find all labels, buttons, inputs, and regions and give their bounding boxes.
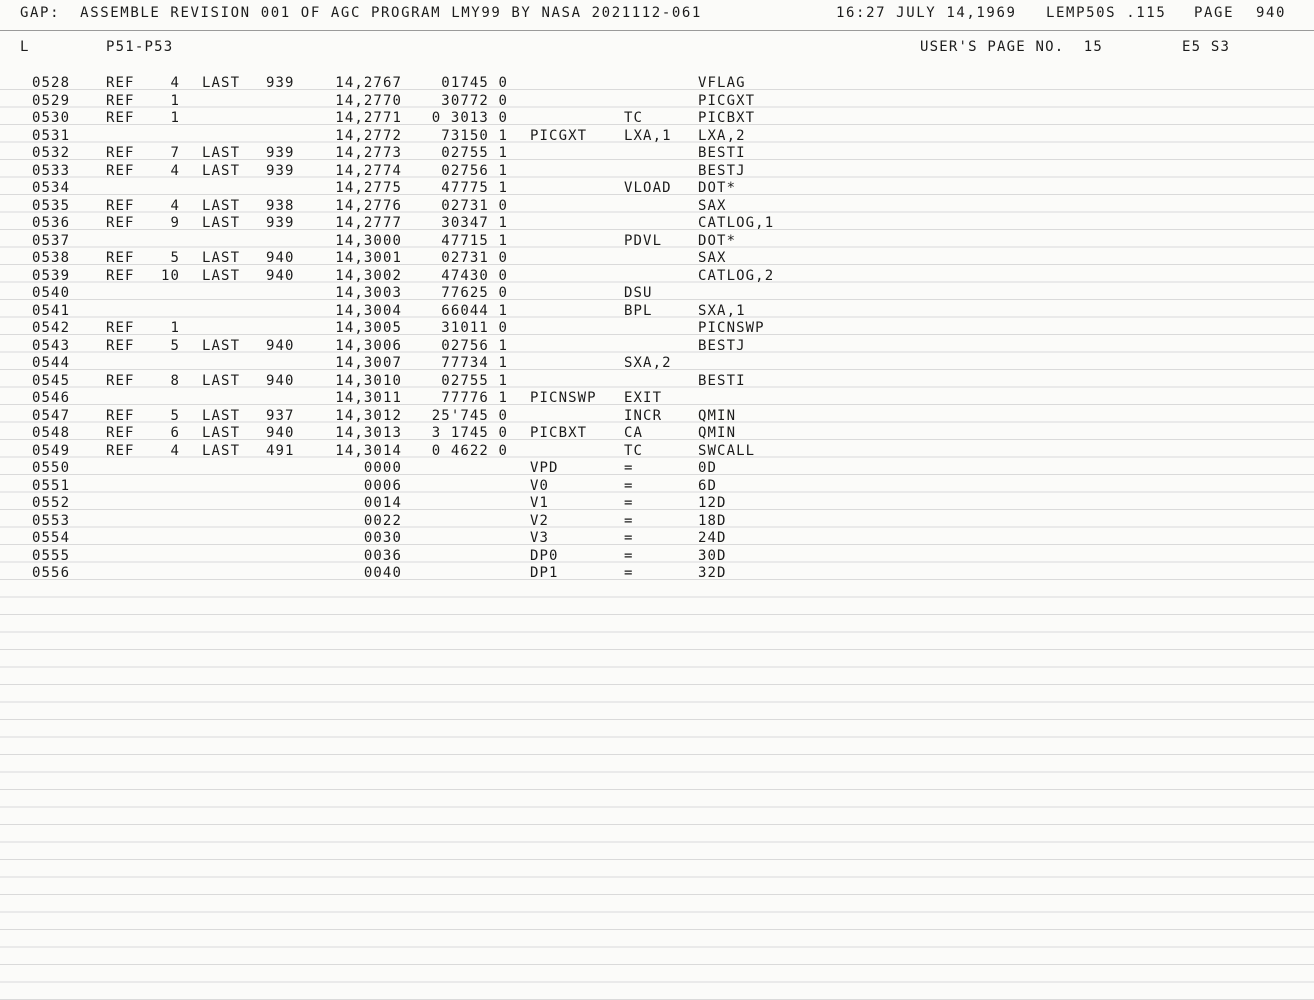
listing-op: = xyxy=(624,547,634,564)
listing-addr: 14,3005 xyxy=(335,320,402,336)
listing-code: 02731 0 xyxy=(441,250,508,266)
listing-n: 4 xyxy=(170,75,180,91)
listing-line: 0547 xyxy=(32,407,71,424)
listing-addr: 14,3014 xyxy=(335,442,402,459)
listing-op: TC xyxy=(624,110,644,126)
listing-line: 0541 xyxy=(32,302,71,319)
listing-addr: 14,2774 xyxy=(335,162,402,179)
listing-page: 940 xyxy=(266,337,295,354)
listing-code: 0 4622 0 xyxy=(431,442,508,459)
listing-row xyxy=(0,198,1314,215)
listing-operand: BESTJ xyxy=(698,337,746,354)
listing-n: 4 xyxy=(170,197,180,214)
listing-code: 77776 1 xyxy=(441,390,508,406)
listing-row xyxy=(0,338,1314,355)
listing-row xyxy=(0,215,1314,232)
listing-op: DSU xyxy=(624,285,653,301)
listing-row xyxy=(0,425,1314,442)
listing-code: 30772 0 xyxy=(441,92,508,109)
listing-page: 939 xyxy=(266,162,295,179)
listing-code: 02755 1 xyxy=(441,145,508,161)
listing-last: LAST xyxy=(202,145,241,161)
listing-n: 1 xyxy=(170,320,180,336)
listing-page: 939 xyxy=(266,145,295,161)
print-timestamp: 16:27 JULY 14,1969 xyxy=(836,5,1017,21)
listing-row xyxy=(0,390,1314,407)
listing-operand: QMIN xyxy=(698,425,737,441)
listing-code: 47715 1 xyxy=(441,232,508,249)
listing-addr: 0006 xyxy=(363,477,402,494)
listing-row xyxy=(0,250,1314,267)
listing-row xyxy=(0,75,1314,92)
listing-addr: 14,3012 xyxy=(335,407,402,424)
listing-label: DP1 xyxy=(530,565,559,581)
listing-row xyxy=(0,495,1314,512)
listing-operand: QMIN xyxy=(698,407,737,424)
listing-row xyxy=(0,285,1314,302)
listing-page: 938 xyxy=(266,197,295,214)
listing-last: LAST xyxy=(202,442,241,459)
listing-n: 1 xyxy=(170,92,180,109)
listing-last: LAST xyxy=(202,197,241,214)
listing-operand: 0D xyxy=(698,460,718,476)
listing-op: TC xyxy=(624,442,644,459)
listing-line: 0550 xyxy=(32,460,71,476)
listing-page: 940 xyxy=(266,250,295,266)
listing-addr: 14,3004 xyxy=(335,302,402,319)
listing-addr: 14,2773 xyxy=(335,145,402,161)
listing-row xyxy=(0,460,1314,477)
listing-line: 0553 xyxy=(32,512,71,529)
listing-line: 0529 xyxy=(32,92,71,109)
listing-operand: SXA,1 xyxy=(698,302,746,319)
listing-ref: REF xyxy=(106,162,135,179)
listing-row xyxy=(0,110,1314,127)
listing-code: 77625 0 xyxy=(441,285,508,301)
listing-line: 0545 xyxy=(32,372,71,389)
listing-code: 0 3013 0 xyxy=(431,110,508,126)
listing-code: 73150 1 xyxy=(441,127,508,144)
listing-op: EXIT xyxy=(624,390,663,406)
listing-line: 0548 xyxy=(32,425,71,441)
listing-line: 0542 xyxy=(32,320,71,336)
listing-ref: REF xyxy=(106,425,135,441)
listing-code: 47775 1 xyxy=(441,180,508,196)
listing-addr: 14,3013 xyxy=(335,425,402,441)
listing-n: 5 xyxy=(170,337,180,354)
listing-line: 0551 xyxy=(32,477,71,494)
listing-addr: 0022 xyxy=(363,512,402,529)
listing-n: 6 xyxy=(170,425,180,441)
listing-n: 4 xyxy=(170,442,180,459)
listing-ref: REF xyxy=(106,110,135,126)
listing-label: V0 xyxy=(530,477,550,494)
listing-ref: REF xyxy=(106,442,135,459)
listing-ref: REF xyxy=(106,407,135,424)
listing-page: 940 xyxy=(266,372,295,389)
listing-ref: REF xyxy=(106,75,135,91)
listing-label: VPD xyxy=(530,460,559,476)
listing-row xyxy=(0,513,1314,530)
listing-addr: 14,2775 xyxy=(335,180,402,196)
listing-ref: REF xyxy=(106,250,135,266)
page-label: PAGE xyxy=(1194,5,1235,21)
listing-operand: DOT* xyxy=(698,180,737,196)
listing-row xyxy=(0,303,1314,320)
listing-addr: 14,3002 xyxy=(335,267,402,284)
listing-ref: REF xyxy=(106,92,135,109)
listing-page: 937 xyxy=(266,407,295,424)
listing-line: 0539 xyxy=(32,267,71,284)
listing-addr: 14,3011 xyxy=(335,390,402,406)
listing-op: = xyxy=(624,460,634,476)
listing-page: 940 xyxy=(266,267,295,284)
listing-ref: REF xyxy=(106,145,135,161)
listing-addr: 14,3010 xyxy=(335,372,402,389)
listing-code: 31011 0 xyxy=(441,320,508,336)
listing-row xyxy=(0,355,1314,372)
listing-row xyxy=(0,128,1314,145)
listing-operand: PICBXT xyxy=(698,110,756,126)
listing-op: = xyxy=(624,530,634,546)
listing-op: CA xyxy=(624,425,644,441)
listing-label: PICGXT xyxy=(530,127,588,144)
listing-row xyxy=(0,565,1314,582)
listing-row xyxy=(0,93,1314,110)
listing-addr: 14,2776 xyxy=(335,197,402,214)
listing-code: 02756 1 xyxy=(441,162,508,179)
listing-addr: 0000 xyxy=(363,460,402,476)
listing-page: 939 xyxy=(266,75,295,91)
listing-line: 0555 xyxy=(32,547,71,564)
listing-line: 0552 xyxy=(32,495,71,511)
listing-addr: 14,2770 xyxy=(335,92,402,109)
listing-op: INCR xyxy=(624,407,663,424)
listing-code: 25'745 0 xyxy=(431,407,508,424)
listing-row xyxy=(0,163,1314,180)
listing-operand: BESTI xyxy=(698,145,746,161)
users-page-number: USER'S PAGE NO. 15 xyxy=(920,39,1103,55)
listing-line: 0528 xyxy=(32,75,71,91)
listing-operand: 32D xyxy=(698,565,727,581)
listing-n: 8 xyxy=(170,372,180,389)
page-number: 940 xyxy=(1256,5,1287,21)
listing-ref: REF xyxy=(106,337,135,354)
listing-operand: 12D xyxy=(698,495,727,511)
listing-operand: BESTJ xyxy=(698,162,746,179)
listing-line: 0556 xyxy=(32,565,71,581)
listing-page: 491 xyxy=(266,442,295,459)
listing-operand: PICNSWP xyxy=(698,320,765,336)
listing-code: 3 1745 0 xyxy=(431,425,508,441)
listing-label: PICBXT xyxy=(530,425,588,441)
listing-row xyxy=(0,268,1314,285)
listing-last: LAST xyxy=(202,407,241,424)
listing-line: 0543 xyxy=(32,337,71,354)
listing-ref: REF xyxy=(106,215,135,231)
listing-operand: SWCALL xyxy=(698,442,756,459)
listing-row xyxy=(0,320,1314,337)
listing-operand: PICGXT xyxy=(698,92,756,109)
listing-label: DP0 xyxy=(530,547,559,564)
listing-row xyxy=(0,145,1314,162)
listing-code: 66044 1 xyxy=(441,302,508,319)
listing-n: 5 xyxy=(170,250,180,266)
listing-page: 939 xyxy=(266,215,295,231)
listing-row xyxy=(0,443,1314,460)
listing-line: 0532 xyxy=(32,145,71,161)
listing-row xyxy=(0,373,1314,390)
listing-operand: VFLAG xyxy=(698,75,746,91)
listing-op: PDVL xyxy=(624,232,663,249)
listing-row xyxy=(0,530,1314,547)
listing-line: 0540 xyxy=(32,285,71,301)
listing-n: 4 xyxy=(170,162,180,179)
listing-row xyxy=(0,180,1314,197)
listing-addr: 14,3006 xyxy=(335,337,402,354)
listing-op: = xyxy=(624,477,634,494)
listing-ref: REF xyxy=(106,320,135,336)
job-id: LEMP50S .115 xyxy=(1046,5,1167,21)
listing-code: 30347 1 xyxy=(441,215,508,231)
listing-addr: 0030 xyxy=(363,530,402,546)
listing-addr: 14,2772 xyxy=(335,127,402,144)
log-section: P51-P53 xyxy=(106,39,174,55)
listing-operand: 30D xyxy=(698,547,727,564)
listing-row xyxy=(0,233,1314,250)
listing-op: VLOAD xyxy=(624,180,672,196)
listing-operand: CATLOG,2 xyxy=(698,267,775,284)
listing-line: 0536 xyxy=(32,215,71,231)
listing-line: 0533 xyxy=(32,162,71,179)
listing-line: 0546 xyxy=(32,390,71,406)
listing-last: LAST xyxy=(202,267,241,284)
listing-last: LAST xyxy=(202,215,241,231)
listing-ref: REF xyxy=(106,197,135,214)
listing-n: 1 xyxy=(170,110,180,126)
listing-last: LAST xyxy=(202,337,241,354)
listing-line: 0538 xyxy=(32,250,71,266)
listing-row xyxy=(0,478,1314,495)
listing-op: = xyxy=(624,565,634,581)
listing-addr: 14,3001 xyxy=(335,250,402,266)
listing-line: 0531 xyxy=(32,127,71,144)
listing-label: V1 xyxy=(530,495,550,511)
listing-line: 0544 xyxy=(32,355,71,371)
listing-label: V2 xyxy=(530,512,550,529)
listing-operand: LXA,2 xyxy=(698,127,746,144)
listing-operand: DOT* xyxy=(698,232,737,249)
listing-addr: 0040 xyxy=(363,565,402,581)
listing-addr: 0014 xyxy=(363,495,402,511)
listing-ref: REF xyxy=(106,372,135,389)
listing-addr: 14,2777 xyxy=(335,215,402,231)
listing-code: 01745 0 xyxy=(441,75,508,91)
listing-op: = xyxy=(624,495,634,511)
listing-op: BPL xyxy=(624,302,653,319)
listing-operand: 18D xyxy=(698,512,727,529)
listing-line: 0535 xyxy=(32,197,71,214)
listing-row xyxy=(0,548,1314,565)
listing-line: 0549 xyxy=(32,442,71,459)
section-code: E5 S3 xyxy=(1182,39,1231,55)
listing-operand: BESTI xyxy=(698,372,746,389)
listing-line: 0554 xyxy=(32,530,71,546)
listing-code: 02755 1 xyxy=(441,372,508,389)
listing-op: LXA,1 xyxy=(624,127,672,144)
listing-code: 47430 0 xyxy=(441,267,508,284)
listing-ref: REF xyxy=(106,267,135,284)
listing-row xyxy=(0,408,1314,425)
listing-addr: 14,3007 xyxy=(335,355,402,371)
listing-line: 0534 xyxy=(32,180,71,196)
listing-operand: CATLOG,1 xyxy=(698,215,775,231)
listing-n: 5 xyxy=(170,407,180,424)
listing-n: 10 xyxy=(160,267,180,284)
listing-addr: 14,2771 xyxy=(335,110,402,126)
listing-operand: 6D xyxy=(698,477,718,494)
listing-addr: 14,2767 xyxy=(335,75,402,91)
listing-addr: 14,3003 xyxy=(335,285,402,301)
listing-n: 9 xyxy=(170,215,180,231)
listing-last: LAST xyxy=(202,372,241,389)
listing-operand: SAX xyxy=(698,250,727,266)
listing-marker: L xyxy=(20,39,30,55)
listing-last: LAST xyxy=(202,75,241,91)
listing-addr: 0036 xyxy=(363,547,402,564)
listing-op: SXA,2 xyxy=(624,355,672,371)
listing-addr: 14,3000 xyxy=(335,232,402,249)
listing-last: LAST xyxy=(202,250,241,266)
listing-label: V3 xyxy=(530,530,550,546)
assembly-title: GAP: ASSEMBLE REVISION 001 OF AGC PROGRAM LMY99 BY NASA 2021112-061 xyxy=(20,5,702,21)
listing-code: 02756 1 xyxy=(441,337,508,354)
listing-code: 02731 0 xyxy=(441,197,508,214)
listing-operand: 24D xyxy=(698,530,727,546)
listing-code: 77734 1 xyxy=(441,355,508,371)
listing-last: LAST xyxy=(202,162,241,179)
listing-page: 940 xyxy=(266,425,295,441)
listing-last: LAST xyxy=(202,425,241,441)
listing-n: 7 xyxy=(170,145,180,161)
listing-label: PICNSWP xyxy=(530,390,597,406)
listing-line: 0530 xyxy=(32,110,71,126)
listing-line: 0537 xyxy=(32,232,71,249)
listing-op: = xyxy=(624,512,634,529)
listing-operand: SAX xyxy=(698,197,727,214)
